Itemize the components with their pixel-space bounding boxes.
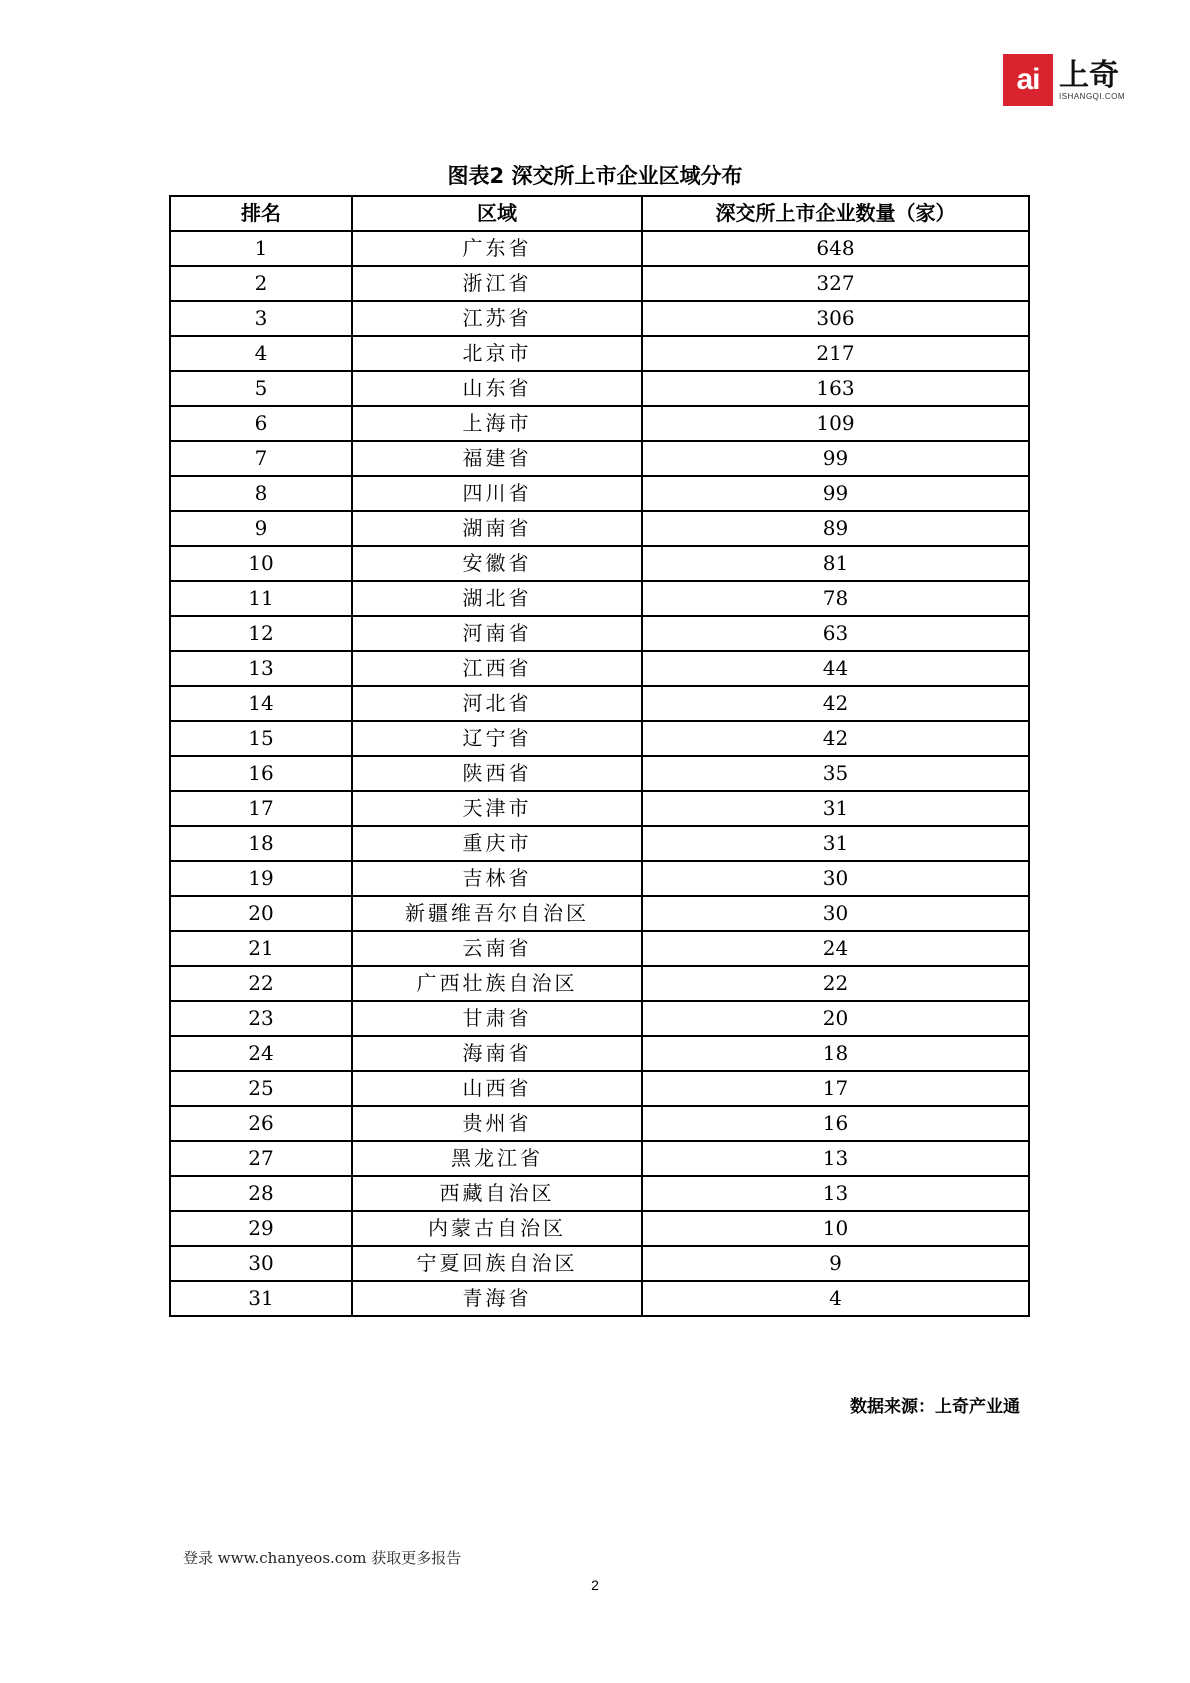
logo-url: ISHANGQI.COM bbox=[1059, 91, 1126, 101]
table-row bbox=[170, 1246, 1029, 1281]
count-cell: 42 bbox=[642, 721, 1029, 756]
rank-cell: 18 bbox=[170, 826, 352, 861]
table-header-row bbox=[170, 196, 1029, 231]
region-cell: 河南省 bbox=[352, 616, 642, 651]
region-cell: 吉林省 bbox=[352, 861, 642, 896]
rank-cell: 28 bbox=[170, 1176, 352, 1211]
region-cell: 江西省 bbox=[352, 651, 642, 686]
region-cell: 天津市 bbox=[352, 791, 642, 826]
region-cell: 河北省 bbox=[352, 686, 642, 721]
rank-cell: 7 bbox=[170, 441, 352, 476]
rank-cell: 30 bbox=[170, 1246, 352, 1281]
logo-name: 上奇 bbox=[1059, 57, 1119, 93]
rank-cell: 12 bbox=[170, 616, 352, 651]
count-cell: 10 bbox=[642, 1211, 1029, 1246]
rank-cell: 22 bbox=[170, 966, 352, 1001]
rank-cell: 1 bbox=[170, 231, 352, 266]
rank-cell: 14 bbox=[170, 686, 352, 721]
region-cell: 海南省 bbox=[352, 1036, 642, 1071]
rank-cell: 19 bbox=[170, 861, 352, 896]
region-cell: 北京市 bbox=[352, 336, 642, 371]
table-row bbox=[170, 231, 1029, 266]
count-cell: 4 bbox=[642, 1281, 1029, 1316]
logo-mark: ai bbox=[1003, 54, 1053, 106]
region-cell: 辽宁省 bbox=[352, 721, 642, 756]
region-cell: 陕西省 bbox=[352, 756, 642, 791]
region-cell: 内蒙古自治区 bbox=[352, 1211, 642, 1246]
header-count: 深交所上市企业数量（家） bbox=[642, 196, 1029, 231]
logo bbox=[1003, 54, 1125, 106]
table-row bbox=[170, 1176, 1029, 1211]
count-cell: 35 bbox=[642, 756, 1029, 791]
region-cell: 安徽省 bbox=[352, 546, 642, 581]
rank-cell: 11 bbox=[170, 581, 352, 616]
table-row bbox=[170, 966, 1029, 1001]
count-cell: 109 bbox=[642, 406, 1029, 441]
region-cell: 湖北省 bbox=[352, 581, 642, 616]
table-row bbox=[170, 931, 1029, 966]
count-cell: 648 bbox=[642, 231, 1029, 266]
count-cell: 16 bbox=[642, 1106, 1029, 1141]
count-cell: 13 bbox=[642, 1141, 1029, 1176]
count-cell: 81 bbox=[642, 546, 1029, 581]
count-cell: 78 bbox=[642, 581, 1029, 616]
table-row bbox=[170, 546, 1029, 581]
count-cell: 99 bbox=[642, 441, 1029, 476]
region-cell: 云南省 bbox=[352, 931, 642, 966]
count-cell: 20 bbox=[642, 1001, 1029, 1036]
region-cell: 贵州省 bbox=[352, 1106, 642, 1141]
table-row bbox=[170, 441, 1029, 476]
table-row bbox=[170, 896, 1029, 931]
table-row bbox=[170, 756, 1029, 791]
region-cell: 广东省 bbox=[352, 231, 642, 266]
rank-cell: 2 bbox=[170, 266, 352, 301]
region-cell: 浙江省 bbox=[352, 266, 642, 301]
rank-cell: 20 bbox=[170, 896, 352, 931]
table-caption: 图表2 深交所上市企业区域分布 bbox=[447, 164, 743, 188]
rank-cell: 5 bbox=[170, 371, 352, 406]
table-row bbox=[170, 686, 1029, 721]
count-cell: 22 bbox=[642, 966, 1029, 1001]
region-cell: 福建省 bbox=[352, 441, 642, 476]
footer-note: 登录 www.chanyeos.com 获取更多报告 bbox=[183, 1549, 462, 1567]
table-row bbox=[170, 1036, 1029, 1071]
count-cell: 99 bbox=[642, 476, 1029, 511]
count-cell: 24 bbox=[642, 931, 1029, 966]
region-cell: 湖南省 bbox=[352, 511, 642, 546]
table-row bbox=[170, 1001, 1029, 1036]
rank-cell: 8 bbox=[170, 476, 352, 511]
table-row bbox=[170, 1141, 1029, 1176]
count-cell: 163 bbox=[642, 371, 1029, 406]
rank-cell: 4 bbox=[170, 336, 352, 371]
region-cell: 西藏自治区 bbox=[352, 1176, 642, 1211]
data-source: 数据来源：上奇产业通 bbox=[850, 1397, 1020, 1417]
count-cell: 31 bbox=[642, 791, 1029, 826]
table-row bbox=[170, 301, 1029, 336]
region-cell: 黑龙江省 bbox=[352, 1141, 642, 1176]
rank-cell: 29 bbox=[170, 1211, 352, 1246]
table-row bbox=[170, 476, 1029, 511]
count-cell: 18 bbox=[642, 1036, 1029, 1071]
table-row bbox=[170, 336, 1029, 371]
count-cell: 13 bbox=[642, 1176, 1029, 1211]
table-row bbox=[170, 266, 1029, 301]
count-cell: 217 bbox=[642, 336, 1029, 371]
region-cell: 广西壮族自治区 bbox=[352, 966, 642, 1001]
count-cell: 31 bbox=[642, 826, 1029, 861]
rank-cell: 17 bbox=[170, 791, 352, 826]
table-row bbox=[170, 1071, 1029, 1106]
rank-cell: 27 bbox=[170, 1141, 352, 1176]
table-row bbox=[170, 581, 1029, 616]
region-cell: 四川省 bbox=[352, 476, 642, 511]
table-row bbox=[170, 616, 1029, 651]
region-cell: 重庆市 bbox=[352, 826, 642, 861]
rank-cell: 31 bbox=[170, 1281, 352, 1316]
table-row bbox=[170, 721, 1029, 756]
count-cell: 327 bbox=[642, 266, 1029, 301]
count-cell: 44 bbox=[642, 651, 1029, 686]
region-cell: 宁夏回族自治区 bbox=[352, 1246, 642, 1281]
table-row bbox=[170, 826, 1029, 861]
rank-cell: 3 bbox=[170, 301, 352, 336]
rank-cell: 23 bbox=[170, 1001, 352, 1036]
table-row bbox=[170, 861, 1029, 896]
table-row bbox=[170, 651, 1029, 686]
count-cell: 17 bbox=[642, 1071, 1029, 1106]
table-row bbox=[170, 791, 1029, 826]
count-cell: 9 bbox=[642, 1246, 1029, 1281]
table-row bbox=[170, 406, 1029, 441]
header-rank: 排名 bbox=[170, 196, 352, 231]
region-cell: 新疆维吾尔自治区 bbox=[352, 896, 642, 931]
rank-cell: 13 bbox=[170, 651, 352, 686]
count-cell: 30 bbox=[642, 861, 1029, 896]
rank-cell: 16 bbox=[170, 756, 352, 791]
region-cell: 江苏省 bbox=[352, 301, 642, 336]
table-row bbox=[170, 1281, 1029, 1316]
rank-cell: 26 bbox=[170, 1106, 352, 1141]
rank-cell: 6 bbox=[170, 406, 352, 441]
table-row bbox=[170, 511, 1029, 546]
region-cell: 山东省 bbox=[352, 371, 642, 406]
count-cell: 306 bbox=[642, 301, 1029, 336]
page-number: 2 bbox=[591, 1577, 599, 1593]
region-distribution-table bbox=[169, 195, 1030, 1317]
count-cell: 30 bbox=[642, 896, 1029, 931]
count-cell: 63 bbox=[642, 616, 1029, 651]
region-cell: 上海市 bbox=[352, 406, 642, 441]
region-cell: 青海省 bbox=[352, 1281, 642, 1316]
rank-cell: 15 bbox=[170, 721, 352, 756]
region-cell: 山西省 bbox=[352, 1071, 642, 1106]
table-row bbox=[170, 1106, 1029, 1141]
rank-cell: 10 bbox=[170, 546, 352, 581]
rank-cell: 21 bbox=[170, 931, 352, 966]
table-row bbox=[170, 1211, 1029, 1246]
rank-cell: 25 bbox=[170, 1071, 352, 1106]
count-cell: 42 bbox=[642, 686, 1029, 721]
rank-cell: 9 bbox=[170, 511, 352, 546]
rank-cell: 24 bbox=[170, 1036, 352, 1071]
table-row bbox=[170, 371, 1029, 406]
count-cell: 89 bbox=[642, 511, 1029, 546]
region-cell: 甘肃省 bbox=[352, 1001, 642, 1036]
header-region: 区域 bbox=[352, 196, 642, 231]
